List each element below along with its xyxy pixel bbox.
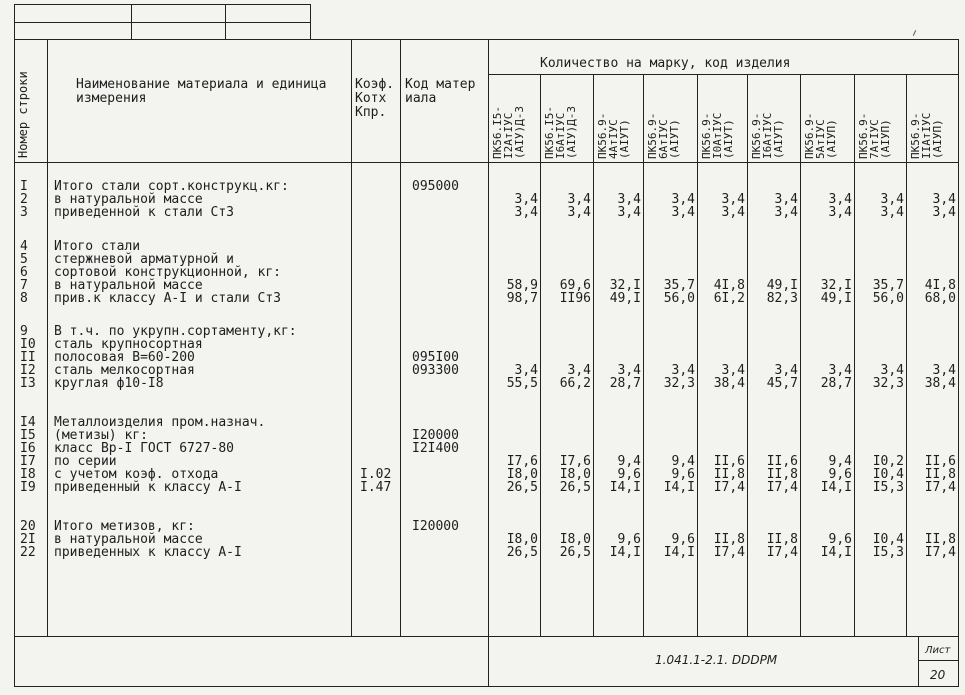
quantity-value: 3,4 (880, 192, 904, 207)
quantity-value: I4,I (663, 545, 695, 560)
quantity-value: 35,7 (872, 278, 904, 293)
row-number: I9 (20, 480, 36, 495)
row-number: 20 (20, 519, 36, 534)
product-col-line (747, 74, 748, 636)
quantity-value: I0,4 (872, 467, 904, 482)
coefficient: I.47 (360, 480, 392, 495)
quantity-value: 58,9 (506, 278, 538, 293)
quantity-value: 55,5 (506, 376, 538, 391)
quantity-value: 45,7 (766, 376, 798, 391)
quantity-value: 49,I (820, 291, 852, 306)
material-name: Итого метизов, кг: (54, 519, 195, 534)
quantity-value: I8,0 (506, 532, 538, 547)
quantity-value: 3,4 (774, 363, 798, 378)
quantity-value: 49,I (766, 278, 798, 293)
quantity-value: 49,I (609, 291, 641, 306)
material-name: приведенных к классу А-I (54, 545, 242, 560)
header-bottom (14, 162, 959, 163)
product-header: ПК56.9-I0AтIУС (AIУТ) (700, 112, 735, 159)
quantity-value: 3,4 (932, 192, 956, 207)
quantity-value: 3,4 (567, 205, 591, 220)
material-name: по серии (54, 454, 117, 469)
material-name: с учетом коэф. отхода (54, 467, 219, 482)
material-name: Металлоизделия пром.назнач. (54, 415, 266, 430)
quantity-value: I8,0 (559, 532, 591, 547)
quantity-value: 32,3 (872, 376, 904, 391)
quantity-value: 3,4 (774, 205, 798, 220)
quantity-value: 82,3 (766, 291, 798, 306)
quantity-value: 3,4 (932, 363, 956, 378)
material-name: полосовая В=60-200 (54, 350, 195, 365)
frame-right (958, 39, 959, 687)
product-header: ПК56.9-4AтIУС (AIУТ) (596, 112, 631, 159)
quantity-value: 9,4 (828, 454, 852, 469)
quantity-value: II,6 (766, 454, 798, 469)
col-line (47, 39, 48, 637)
row-number: I0 (20, 337, 36, 352)
frame-top (14, 39, 959, 40)
quantity-value: 4I,8 (924, 278, 956, 293)
quantity-value: 56,0 (663, 291, 695, 306)
quantity-value: II,8 (924, 467, 956, 482)
quantity-header: Количество на марку, код изделия (540, 56, 791, 71)
material-code: 095000 (412, 179, 459, 194)
quantity-value: 3,4 (671, 363, 695, 378)
row-number: 3 (20, 205, 28, 220)
quantity-value: 3,4 (721, 205, 745, 220)
quantity-value: 3,4 (880, 205, 904, 220)
quantity-value: 9,6 (617, 467, 641, 482)
col-line (488, 39, 489, 687)
quantity-value: 3,4 (880, 363, 904, 378)
sheet-label: Лист (925, 645, 951, 656)
quantity-value: 3,4 (671, 192, 695, 207)
material-code: I2I400 (412, 441, 459, 456)
quantity-value: I7,6 (506, 454, 538, 469)
material-name: круглая ф10-I8 (54, 376, 164, 391)
stamp-line (14, 22, 311, 23)
stamp-line (918, 660, 959, 661)
quantity-value: I4,I (820, 545, 852, 560)
product-header: ПК56.9-IIAтIУС (AIУП) (909, 112, 944, 159)
quantity-value: II96 (559, 291, 591, 306)
material-name: в натуральной массе (54, 532, 203, 547)
quantity-value: I7,4 (924, 545, 956, 560)
product-col-line (540, 74, 541, 636)
material-code: I20000 (412, 428, 459, 443)
quantity-value: 6I,2 (713, 291, 745, 306)
quantity-value: 98,7 (506, 291, 538, 306)
quantity-value: I7,6 (559, 454, 591, 469)
quantity-value: 9,6 (671, 532, 695, 547)
stamp-top (14, 636, 959, 637)
material-name: приведенной к стали Ст3 (54, 205, 235, 220)
quantity-value: 26,5 (506, 480, 538, 495)
row-number: 2 (20, 192, 28, 207)
quantity-value: 38,4 (713, 376, 745, 391)
stamp-line (131, 4, 132, 40)
quantity-value: 3,4 (514, 205, 538, 220)
row-number: II (20, 350, 36, 365)
material-name: стержневой арматурной и (54, 252, 235, 267)
row-number: 5 (20, 252, 28, 267)
row-number: I2 (20, 363, 36, 378)
row-number: I4 (20, 415, 36, 430)
quantity-value: I5,3 (872, 545, 904, 560)
material-name: приведенный к классу А-I (54, 480, 242, 495)
quantity-value: 3,4 (671, 205, 695, 220)
quantity-value: I0,4 (872, 532, 904, 547)
product-col-line (593, 74, 594, 636)
product-col-line (854, 74, 855, 636)
product-header: ПК56.9-I6AтIУС (AIУТ) (750, 112, 785, 159)
quantity-value: 3,4 (932, 205, 956, 220)
quantity-value: 3,4 (721, 192, 745, 207)
quantity-value: 26,5 (559, 480, 591, 495)
product-col-line (643, 74, 644, 636)
material-name: сортовой конструкционной, кг: (54, 265, 281, 280)
quantity-value: 9,4 (671, 454, 695, 469)
material-name: класс Вр-I ГОСТ 6727-80 (54, 441, 235, 456)
quantity-value: 9,6 (617, 532, 641, 547)
material-name: сталь крупносортная (54, 337, 203, 352)
quantity-value: I5,3 (872, 480, 904, 495)
quantity-value: I7,4 (766, 545, 798, 560)
quantity-value: 26,5 (559, 545, 591, 560)
col-line (351, 39, 352, 637)
quantity-value: 38,4 (924, 376, 956, 391)
material-name: Итого стали (54, 239, 141, 254)
row-number: I6 (20, 441, 36, 456)
frame-left (14, 39, 15, 687)
quantity-value: 3,4 (828, 205, 852, 220)
row-number: I8 (20, 467, 36, 482)
stamp-line (14, 4, 15, 40)
product-header: ПК56.9-7AтIУС (AIУП) (857, 112, 892, 159)
row-number: 2I (20, 532, 36, 547)
row-number: I7 (20, 454, 36, 469)
material-name: В т.ч. по укрупн.сортаменту,кг: (54, 324, 297, 339)
quantity-value: I7,4 (713, 480, 745, 495)
quantity-value: 66,2 (559, 376, 591, 391)
quantity-value: 3,4 (617, 205, 641, 220)
quantity-value: 3,4 (567, 192, 591, 207)
coef-header: Коэф. Котх Кпр. (355, 77, 395, 120)
quantity-value: I4,I (820, 480, 852, 495)
quantity-value: 32,I (820, 278, 852, 293)
material-code: 095I00 (412, 350, 459, 365)
col-line (400, 39, 401, 637)
qty-title-line (488, 74, 959, 75)
code-header: Код материала (405, 77, 476, 106)
quantity-value: I7,4 (766, 480, 798, 495)
material-name: сталь мелкосортная (54, 363, 195, 378)
quantity-value: 32,I (609, 278, 641, 293)
row-number: 22 (20, 545, 36, 560)
quantity-value: 3,4 (828, 363, 852, 378)
material-name: Итого стали сорт.конструкц.кг: (54, 179, 289, 194)
scan-mark (913, 30, 916, 36)
row-number: I3 (20, 376, 36, 391)
quantity-value: 28,7 (609, 376, 641, 391)
product-col-line (906, 74, 907, 636)
material-code: I20000 (412, 519, 459, 534)
quantity-value: I4,I (609, 480, 641, 495)
quantity-value: 3,4 (567, 363, 591, 378)
quantity-value: I7,4 (924, 480, 956, 495)
row-number: 9 (20, 324, 28, 339)
quantity-value: I8,0 (506, 467, 538, 482)
quantity-value: 9,4 (617, 454, 641, 469)
stamp-line (310, 4, 311, 40)
quantity-value: II,8 (766, 467, 798, 482)
material-code: 093300 (412, 363, 459, 378)
quantity-value: 56,0 (872, 291, 904, 306)
quantity-value: 68,0 (924, 291, 956, 306)
quantity-value: II,8 (713, 532, 745, 547)
product-col-line (697, 74, 698, 636)
stamp-line (225, 4, 226, 40)
frame-bottom (14, 686, 959, 687)
quantity-value: 3,4 (774, 192, 798, 207)
product-header: ПК56.9-5AтIУС (AIУП) (803, 112, 838, 159)
quantity-value: I4,I (663, 480, 695, 495)
product-header: ПК56.9-6AтIУС (AIУТ) (646, 112, 681, 159)
coefficient: I.02 (360, 467, 392, 482)
quantity-value: 3,4 (617, 363, 641, 378)
quantity-value: I4,I (609, 545, 641, 560)
row-number: 4 (20, 239, 28, 254)
quantity-value: 9,6 (671, 467, 695, 482)
row-number: 7 (20, 278, 28, 293)
row-number: I5 (20, 428, 36, 443)
quantity-value: 3,4 (721, 363, 745, 378)
doc-code: 1.041.1-2.1. DDDPM (655, 653, 778, 667)
quantity-value: I8,0 (559, 467, 591, 482)
quantity-value: 32,3 (663, 376, 695, 391)
quantity-value: 69,6 (559, 278, 591, 293)
material-name: в натуральной массе (54, 192, 203, 207)
quantity-value: 3,4 (617, 192, 641, 207)
quantity-value: II,8 (766, 532, 798, 547)
quantity-value: 35,7 (663, 278, 695, 293)
quantity-value: II,6 (924, 454, 956, 469)
quantity-value: I0,2 (872, 454, 904, 469)
material-name: (метизы) кг: (54, 428, 148, 443)
quantity-value: II,8 (713, 467, 745, 482)
product-header: ПК56.I5-I6AтIУС (AIУ)Д-3 (543, 106, 578, 159)
material-name: в натуральной массе (54, 278, 203, 293)
quantity-value: 3,4 (828, 192, 852, 207)
quantity-value: 28,7 (820, 376, 852, 391)
stamp-line (918, 636, 919, 687)
name-header: Наименование материала и единица измерения (76, 77, 327, 106)
quantity-value: II,6 (713, 454, 745, 469)
product-header: ПК56.I5-I2AтIУС (AIУ)Д-3 (491, 106, 526, 159)
row-number: I (20, 179, 28, 194)
row-number: 8 (20, 291, 28, 306)
product-col-line (800, 74, 801, 636)
row-number: 6 (20, 265, 28, 280)
quantity-value: 9,6 (828, 467, 852, 482)
quantity-value: 9,6 (828, 532, 852, 547)
material-name: прив.к классу А-I и стали Ст3 (54, 291, 281, 306)
quantity-value: II,8 (924, 532, 956, 547)
quantity-value: 3,4 (514, 192, 538, 207)
quantity-value: I7,4 (713, 545, 745, 560)
sheet-number: 20 (930, 668, 946, 682)
quantity-value: 26,5 (506, 545, 538, 560)
quantity-value: 4I,8 (713, 278, 745, 293)
quantity-value: 3,4 (514, 363, 538, 378)
row-number-header: Номер строки (16, 71, 30, 158)
stamp-line (14, 4, 311, 5)
